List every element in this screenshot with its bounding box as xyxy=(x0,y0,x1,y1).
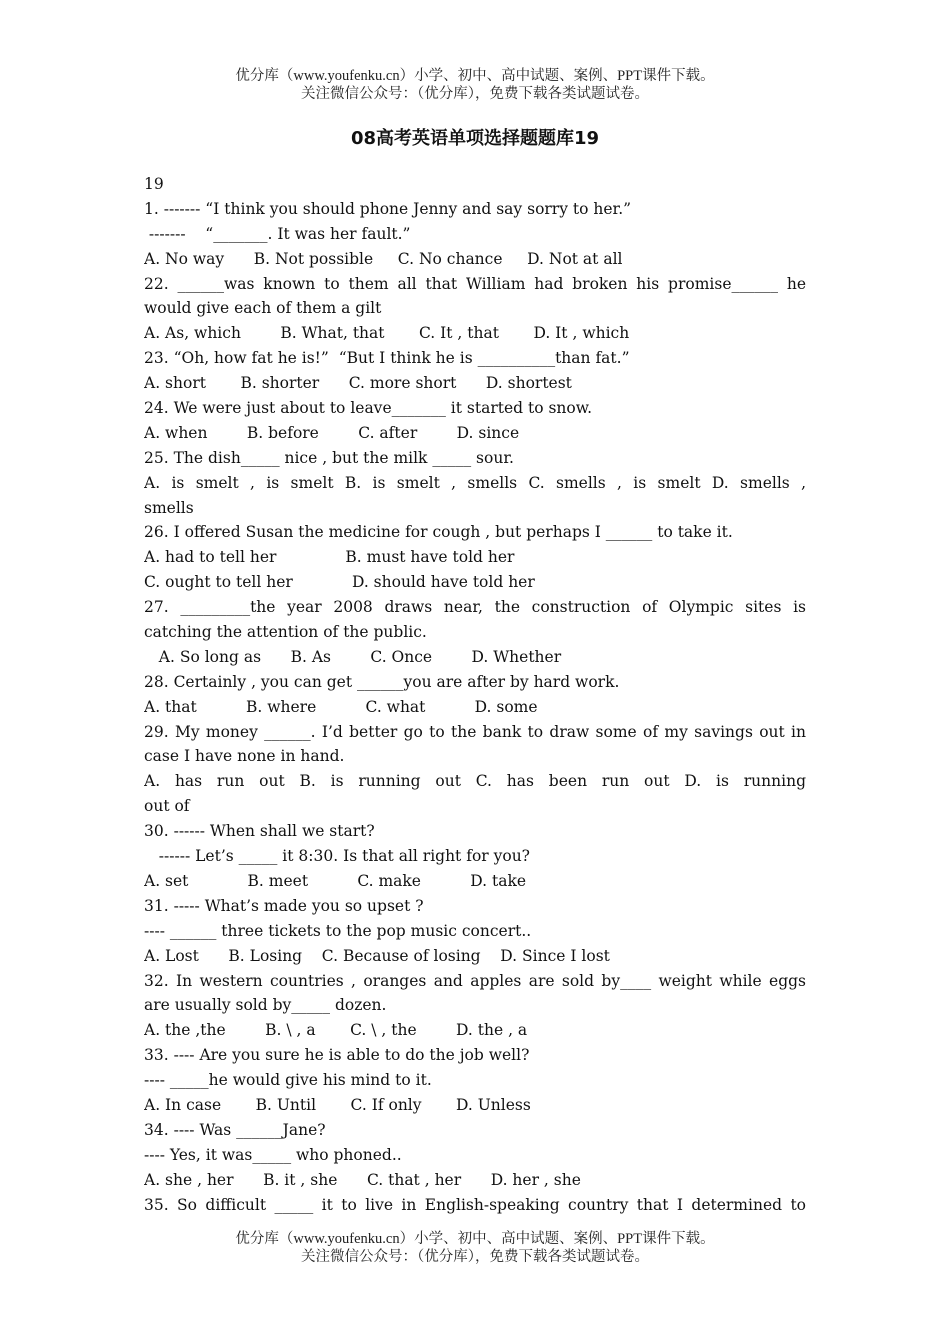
question-line: A. Lost B. Losing C. Because of losing D. Since I lost xyxy=(144,946,610,965)
question-line: case I have none in hand. xyxy=(144,747,345,766)
question-line: 35. So difficult _____ it to live in English-speaking country that I determined to xyxy=(144,1195,806,1214)
question-line: A. she , her B. it , she C. that , her D. her , she xyxy=(144,1170,581,1189)
question-line: 34. ---- Was ______Jane? xyxy=(144,1120,326,1139)
footer-line-2: 关注微信公众号：（优分库），免费下载各类试题试卷。 xyxy=(301,1249,649,1265)
question-line: 31. ----- What’s made you so upset ? xyxy=(144,896,424,915)
question-line: A. that B. where C. what D. some xyxy=(144,697,538,716)
question-line: 29. My money ______. I’d better go to the bank to draw some of my savings out in xyxy=(144,722,806,741)
question-line: C. ought to tell her D. should have told her xyxy=(144,573,535,592)
question-line: 22. ______was known to them all that William had broken his promise______ he xyxy=(144,274,806,293)
question-line: ------- “_______. It was her fault.” xyxy=(144,224,411,243)
header-line-1: 优分库（www.youfenku.cn）小学、初中、高中试题、案例、PPT课件下载。 xyxy=(235,68,715,84)
question-line: ---- _____he would give his mind to it. xyxy=(144,1071,432,1090)
question-line: A. In case B. Until C. If only D. Unless xyxy=(144,1095,531,1114)
question-line: 32. In western countries , oranges and apples are sold by____ weight while eggs xyxy=(144,971,806,990)
question-line: 25. The dish_____ nice , but the milk _____ sour. xyxy=(144,448,514,467)
question-line: are usually sold by_____ dozen. xyxy=(144,996,387,1015)
question-line: ---- ______ three tickets to the pop music concert.. xyxy=(144,921,532,940)
question-line: would give each of them a gilt xyxy=(144,299,382,318)
footer-line-1: 优分库（www.youfenku.cn）小学、初中、高中试题、案例、PPT课件下载。 xyxy=(235,1231,715,1247)
question-line: A. when B. before C. after D. since xyxy=(144,423,520,442)
question-line: A. had to tell her B. must have told her xyxy=(144,548,515,567)
question-line: ------ Let’s _____ it 8:30. Is that all right for you? xyxy=(144,847,530,866)
document-title: 08高考英语单项选择题题库19 xyxy=(350,128,600,149)
question-line: 26. I offered Susan the medicine for cough , but perhaps I ______ to take it. xyxy=(144,523,733,542)
question-line: 1. ------- “I think you should phone Jenny and say sorry to her.” xyxy=(144,199,632,218)
page-footer xyxy=(0,1230,950,1266)
question-line: 24. We were just about to leave_______ it started to snow. xyxy=(144,399,593,418)
question-line: 33. ---- Are you sure he is able to do the job well? xyxy=(144,1046,530,1065)
question-line: A. So long as B. As C. Once D. Whether xyxy=(144,647,562,666)
question-line: A. the ,the B. \ , a C. \ , the D. the , a xyxy=(144,1021,528,1040)
question-line: ---- Yes, it was_____ who phoned.. xyxy=(144,1145,402,1164)
question-line: A. As, which B. What, that C. It , that D. It , which xyxy=(144,324,630,343)
question-line: 30. ------ When shall we start? xyxy=(144,822,375,841)
question-line: A. set B. meet C. make D. take xyxy=(144,871,527,890)
question-line: 19 xyxy=(144,175,164,193)
question-line: 27. _________the year 2008 draws near, the construction of Olympic sites is xyxy=(144,598,806,617)
question-line: out of xyxy=(144,797,190,816)
question-line: 28. Certainly , you can get ______you are after by hard work. xyxy=(144,672,620,691)
question-line: smells xyxy=(144,498,194,517)
question-line: 23. “Oh, how fat he is!” “But I think he is __________than fat.” xyxy=(144,349,630,368)
question-list xyxy=(144,172,806,1217)
page-header xyxy=(0,67,950,103)
question-line: A. No way B. Not possible C. No chance D. Not at all xyxy=(144,249,623,268)
question-line: A. has run out B. is running out C. has been run out D. is running xyxy=(144,772,806,791)
header-line-2: 关注微信公众号：（优分库），免费下载各类试题试卷。 xyxy=(301,86,649,102)
question-line: catching the attention of the public. xyxy=(144,623,427,642)
question-line: A. is smelt , is smelt B. is smelt , smells C. smells , is smelt D. smells , xyxy=(144,473,806,492)
question-line: A. short B. shorter C. more short D. shortest xyxy=(144,374,572,393)
